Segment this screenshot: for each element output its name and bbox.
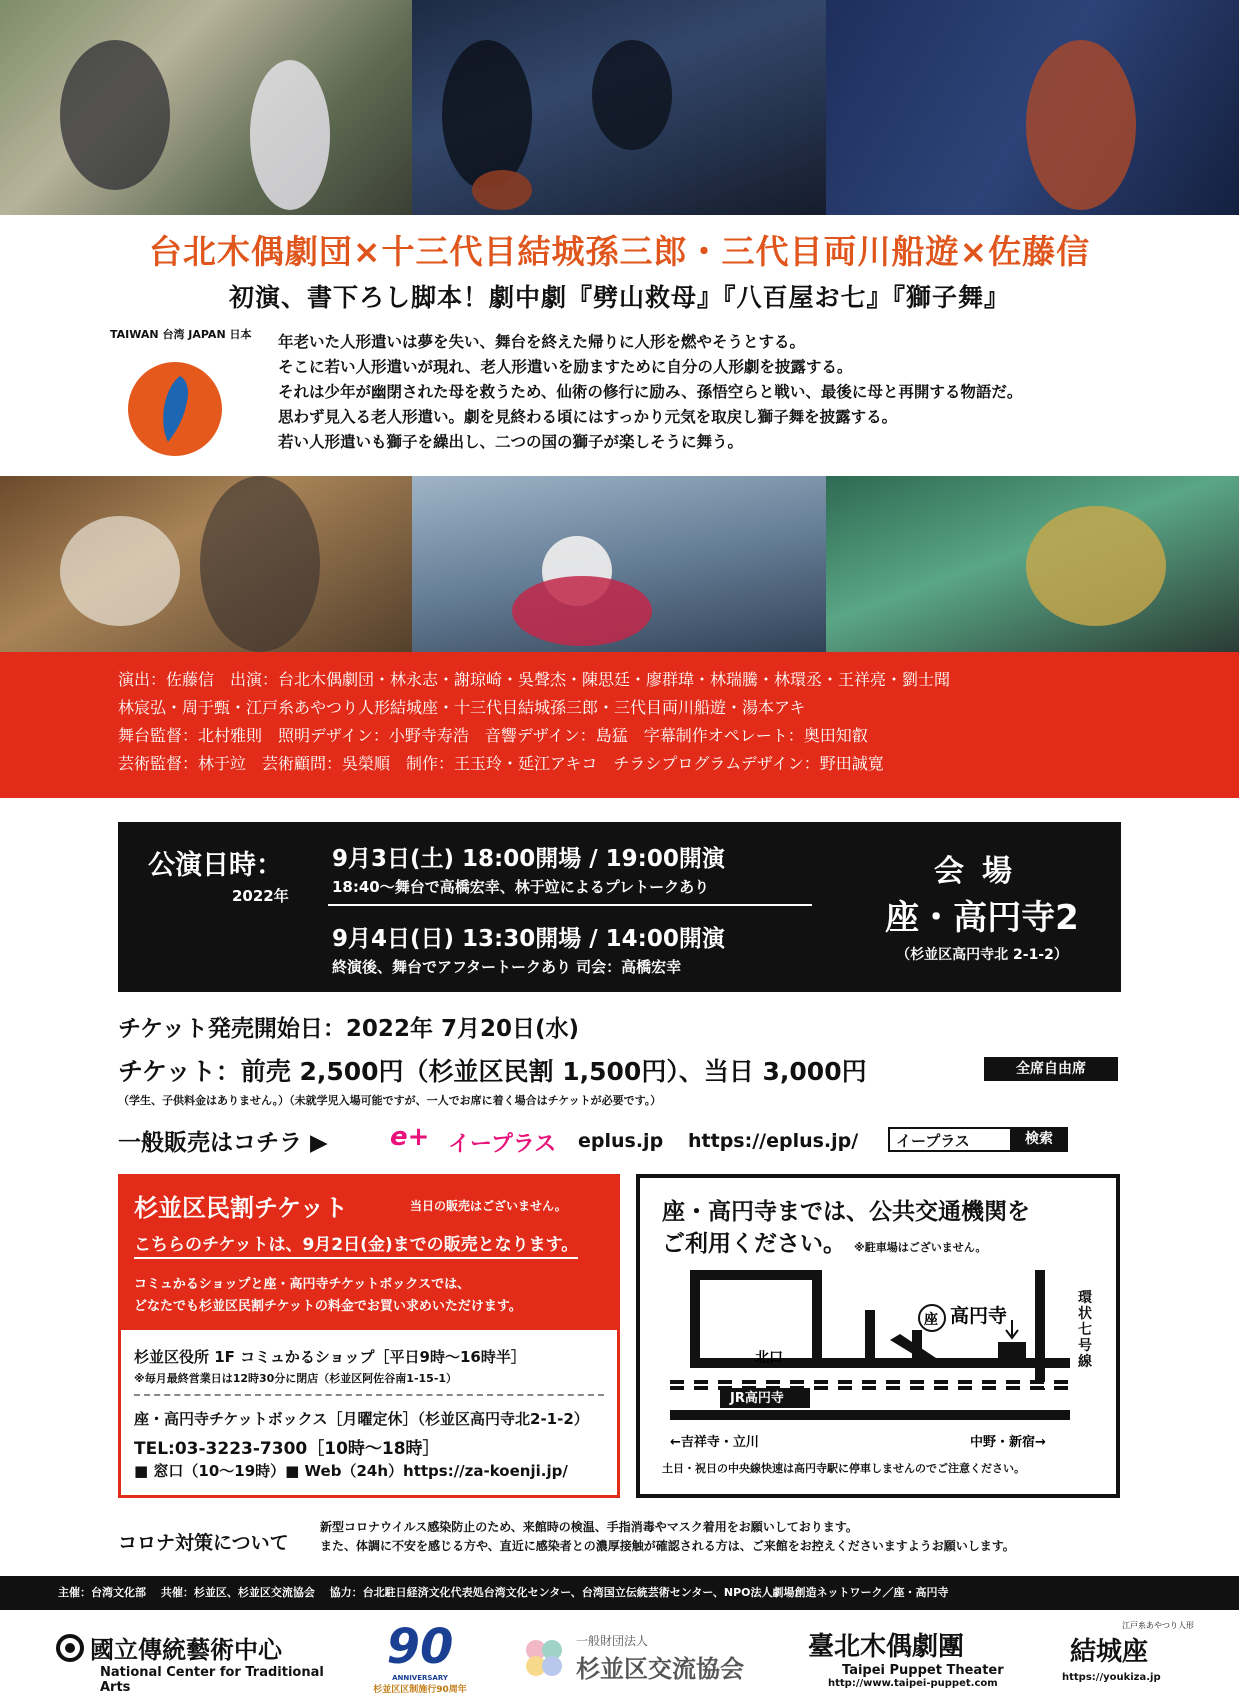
yukiza-url[interactable]: https://youkiza.jp [1062,1672,1161,1683]
photo-puppet-warrior [826,0,1239,215]
venue-name: 座・高円寺2 [885,898,1079,938]
ticket-price: チケット：前売 2,500円（杉並区民割 1,500円）、当日 3,000円 [118,1057,867,1086]
ncfta-logo [56,1620,346,1700]
map-title-note: ※駐車場はございません。 [854,1241,987,1254]
synopsis-line: 若い人形遣いも獅子を繰出し、二つの国の獅子が楽しそうに舞う。 [278,433,744,451]
shop1-note: ※毎月最終営業日は12時30分に閉店（杉並区阿佐谷南1-15-1） [134,1372,458,1385]
schedule-day1-note: 18:40～舞台で高橋宏幸、林于竝によるプレトークあり [332,878,710,896]
map-road [812,1270,822,1366]
yukiza-name: 結城座 [1070,1637,1149,1667]
spiral-icon [56,1634,84,1662]
ticket-start-date: チケット発売開始日：2022年 7月20日(水) [118,1016,579,1042]
map-road [1035,1270,1045,1390]
map-footnote: 土日・祝日の中央線快速は高円寺駅に停車しませんのでご注意ください。 [662,1462,1025,1475]
map-road [690,1270,820,1280]
taiwan-map-icon [128,362,222,456]
koryu-logo [520,1620,770,1700]
resident-ticket-desc [134,1274,522,1318]
photo-lion-dance [0,476,412,652]
synopsis-line: 年老いた人形遣いは夢を失い、舞台を終えた帰りに人形を燃やそうとする。 [278,333,806,351]
venue-label: 会場 [934,854,1030,889]
logo-ring-text: TAIWAN 台湾 JAPAN 日本 [110,328,252,341]
photo-musicians [412,0,826,215]
sub-title: 初演、書下ろし脚本！劇中劇『劈山救母』『八百屋お七』『獅子舞』 [228,283,1010,312]
yukiza-small: 江戸糸あやつり人形 [1122,1621,1194,1630]
schedule-day2: 9月4日(日) 13:30開場 / 14:00開演 [332,926,725,952]
taipei-puppet-logo [808,1620,1028,1700]
eplus-url-link[interactable]: https://eplus.jp/ [688,1130,859,1152]
map-venue-mark: 座 [924,1312,938,1328]
taiwan-japan-logo [128,362,222,456]
credits-line: 舞台監督：北村雅則 照明デザイン：小野寺寿浩 音響デザイン：島猛 字幕制作オペレート：奥田知叡 [118,726,868,745]
credits-line: 林宸弘・周于甄・江戸糸あやつり人形結城座・十三代目結城孫三郎・三代目両川船遊・湯本アキ [118,698,806,717]
anniversary-logo [370,1620,470,1700]
credits-line: 演出：佐藤信 出演：台北木偶劇団・林永志・謝琼崎・吳聲杰・陳思廷・廖群瑋・林瑞騰・林環丞・王祥亮・劉士聞 [118,670,951,689]
resident-desc-line: どなたでも杉並区民割チケットの料金でお買い求めいただけます。 [134,1299,522,1314]
resident-ticket-sub: 当日の販売はございません。 [410,1199,567,1213]
shop2-tel[interactable]: TEL:03-3223-7300［10時～18時］ [134,1439,440,1459]
synopsis-line: それは少年が幽閉された母を救うため、仙術の修行に励み、孫悟空らと戦い、最後に母と再開する物語だ。 [278,383,1023,401]
credits-line: 芸術監督：林于竝 芸術顧問：吳榮順 制作：王玉玲・延江アキコ チラシプログラムデザイン：野田誠寛 [118,754,884,773]
resident-divider [134,1394,604,1396]
schedule-day2-note: 終演後、舞台でアフタートークあり 司会：高橋宏幸 [332,958,682,976]
tpt-url[interactable]: http://www.taipei-puppet.com [828,1678,998,1689]
eplus-search-text: イープラス [896,1132,970,1150]
map-title-line1: 座・高円寺までは、公共交通機関を [662,1199,1030,1225]
koryu-flower-icon [520,1634,568,1682]
synopsis [278,330,1208,455]
shop2-name: 座・高円寺チケットボックス［月曜定休］（杉並区高円寺北2-1-2） [134,1410,589,1428]
venue-address: （杉並区高円寺北 2-1-2） [896,947,1068,963]
map-ring-road-label: 環状七号線 [1078,1290,1092,1370]
free-seating-badge: 全席自由席 [984,1057,1118,1081]
schedule-year: 2022年 [232,887,289,905]
koryu-small: 一般財団法人 [576,1634,649,1648]
access-map [660,1270,1110,1450]
photo-oshichi-puppet [412,476,826,652]
tpt-name-cn: 臺北木偶劇團 [808,1632,965,1662]
resident-desc-line: コミュかるショップと座・高円寺チケットボックスでは、 [134,1277,471,1292]
schedule-day1: 9月3日(土) 18:00開場 / 19:00開演 [332,846,725,872]
koryu-name: 杉並区交流協会 [576,1655,744,1683]
ncfta-name-en: National Center for Traditional Arts [100,1665,324,1695]
main-title: 台北木偶劇団×十三代目結城孫三郎・三代目両川船遊×佐藤信 [148,232,1091,271]
map-rail-dashed [670,1382,1070,1388]
map-venue-label: 高円寺 [950,1305,1008,1327]
map-title [662,1196,1030,1264]
map-station-label: JR高円寺 [730,1391,784,1406]
corona-label: コロナ対策について [118,1532,289,1554]
map-road [690,1270,700,1366]
anniversary-caption: 杉並区区制施行90周年 [373,1685,467,1695]
map-title-line2: ご利用ください。 [662,1231,846,1257]
ncfta-name-cn: 國立傳統藝術中心 [90,1636,282,1664]
schedule-divider [328,904,812,906]
schedule-label: 公演日時： [148,850,283,881]
yukiza-logo [1052,1620,1232,1700]
photo-lion-puppet [826,476,1239,652]
map-east-label: 中野・新宿→ [970,1435,1046,1450]
arrow-down-icon [1006,1320,1018,1338]
general-sales-label: 一般販売はコチラ ▶ [118,1130,328,1156]
resident-ticket-title: 杉並区民割チケット [134,1194,348,1222]
shop2-web[interactable]: ■ 窓口（10～19時）■ Web（24h）https://za-koenji.jp/ [134,1462,568,1480]
corona-line: また、体調に不安を感じる方や、直近に感染者との濃厚接触が確認される方は、ご来館をお控えくださいますようお願いします。 [320,1539,1015,1553]
corona-line: 新型コロナウイルス感染防止のため、来館時の検温、手指消毒やマスク着用をお願いしております。 [320,1520,858,1534]
eplus-domain[interactable]: eplus.jp [578,1130,664,1152]
eplus-search-button[interactable]: 検索 [1010,1127,1068,1152]
map-rail [670,1410,1070,1420]
map-west-label: ←吉祥寺・立川 [670,1435,759,1450]
synopsis-line: 思わず見入る老人形遣い。劇を見終わる頃にはすっかり元気を取戻し獅子舞を披露する。 [278,408,898,426]
synopsis-line: そこに若い人形遣いが現れ、老人形遣いを励ますために自分の人形劇を披露する。 [278,358,853,376]
anniversary-number: 90 [386,1619,454,1675]
corona-text [320,1518,1015,1556]
shop1-name: 杉並区役所 1F コミュかるショップ［平日9時～16時半］ [134,1348,526,1366]
eplus-name[interactable]: イープラス [448,1132,557,1157]
tpt-name-en: Taipei Puppet Theater [842,1663,1004,1678]
photo-puppets-stage [0,0,412,215]
eplus-logo-icon[interactable]: e+ [390,1122,430,1152]
venue-building-icon [998,1342,1026,1366]
credits-band [0,652,1239,798]
map-road [865,1310,875,1366]
map-north-exit: 北口 [755,1350,783,1366]
organizer-footer: 主催：台湾文化部 共催：杉並区、杉並区交流協会 協力：台北駐日経済文化代表処台湾文化センター、台湾国立伝統芸術センター、NPO法人劇場創造ネットワーク／座・高円寺 [0,1576,1239,1610]
resident-ticket-deadline: こちらのチケットは、9月2日(金)までの販売となります。 [134,1230,578,1259]
anniversary-text: ANNIVERSARY [392,1674,448,1682]
ticket-note: （学生、子供料金はありません。）（未就学児入場可能ですが、一人でお席に着く場合はチケットが必要です。） [118,1094,662,1107]
